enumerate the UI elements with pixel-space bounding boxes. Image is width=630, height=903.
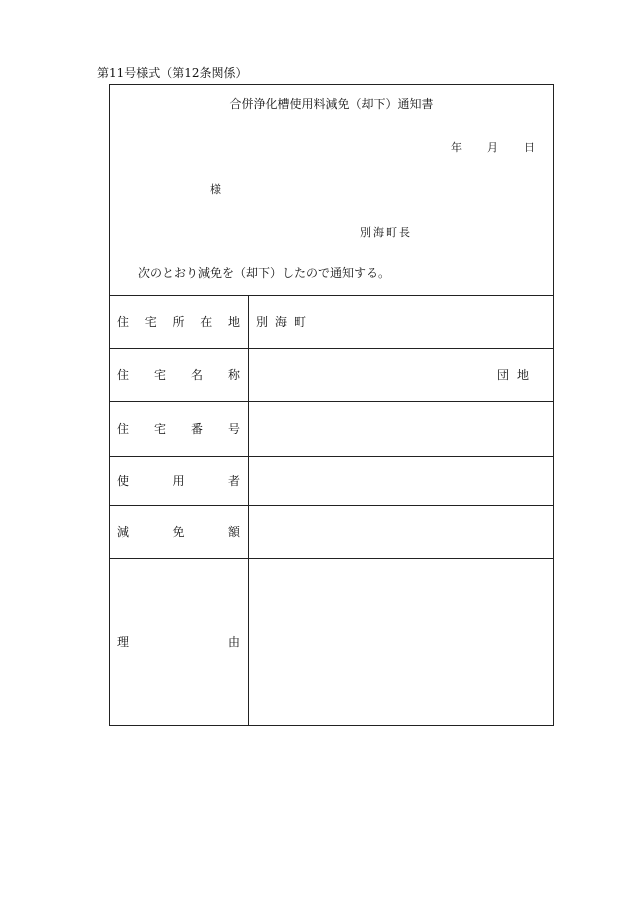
row-housing-name <box>110 349 553 402</box>
form-number: 第11号様式（第12条関係） <box>97 66 248 80</box>
row-housing-number <box>110 402 553 457</box>
row-label <box>110 457 249 505</box>
label-char: 用 <box>172 474 185 488</box>
housing-name-suffix: 団地 <box>496 368 537 382</box>
label-char: 所 <box>172 315 185 329</box>
form-header <box>110 85 553 296</box>
document-title: 合併浄化槽使用料減免（却下）通知書 <box>229 97 434 111</box>
label-reduction-amount <box>117 525 240 539</box>
label-char: 号 <box>227 422 240 436</box>
value-reason[interactable] <box>250 559 553 725</box>
label-char: 免 <box>172 525 185 539</box>
label-char: 在 <box>200 315 213 329</box>
label-char: 由 <box>227 635 240 649</box>
value-housing-number[interactable] <box>250 402 553 456</box>
date-month-label: 月 <box>487 141 498 154</box>
notice-form <box>109 84 554 726</box>
value-reduction-amount[interactable] <box>250 506 553 558</box>
value-user[interactable] <box>250 457 553 505</box>
label-housing-name <box>117 368 240 382</box>
row-label <box>110 402 249 456</box>
label-char: 宅 <box>153 368 166 382</box>
label-char: 者 <box>227 474 240 488</box>
row-reason <box>110 559 553 725</box>
date-year-label: 年 <box>451 141 462 154</box>
label-char: 使 <box>117 474 130 488</box>
label-char: 減 <box>117 525 130 539</box>
value-housing-name[interactable] <box>250 349 553 401</box>
label-char: 宅 <box>144 315 157 329</box>
addressee-suffix: 様 <box>210 183 221 196</box>
location-prefix: 別海町 <box>256 315 314 329</box>
label-char: 理 <box>117 635 130 649</box>
row-housing-location <box>110 296 553 349</box>
label-char: 住 <box>117 368 130 382</box>
date-line <box>451 141 535 155</box>
label-char: 番 <box>190 422 203 436</box>
label-housing-location <box>117 315 240 329</box>
label-housing-number <box>117 422 240 436</box>
row-label <box>110 559 249 725</box>
label-char: 住 <box>117 422 130 436</box>
row-user <box>110 457 553 506</box>
label-char: 名 <box>190 368 203 382</box>
issuer: 別海町長 <box>360 226 412 239</box>
label-user <box>117 474 240 488</box>
label-char: 地 <box>227 315 240 329</box>
row-label <box>110 506 249 558</box>
label-char: 宅 <box>153 422 166 436</box>
value-housing-location[interactable] <box>250 296 553 348</box>
label-char: 称 <box>227 368 240 382</box>
date-day-label: 日 <box>524 141 535 154</box>
notice-text: 次のとおり減免を（却下）したので通知する。 <box>138 266 391 280</box>
row-label <box>110 296 249 348</box>
row-reduction-amount <box>110 506 553 559</box>
label-char: 額 <box>227 525 240 539</box>
label-char: 住 <box>117 315 130 329</box>
label-reason <box>117 635 240 649</box>
row-label <box>110 349 249 401</box>
